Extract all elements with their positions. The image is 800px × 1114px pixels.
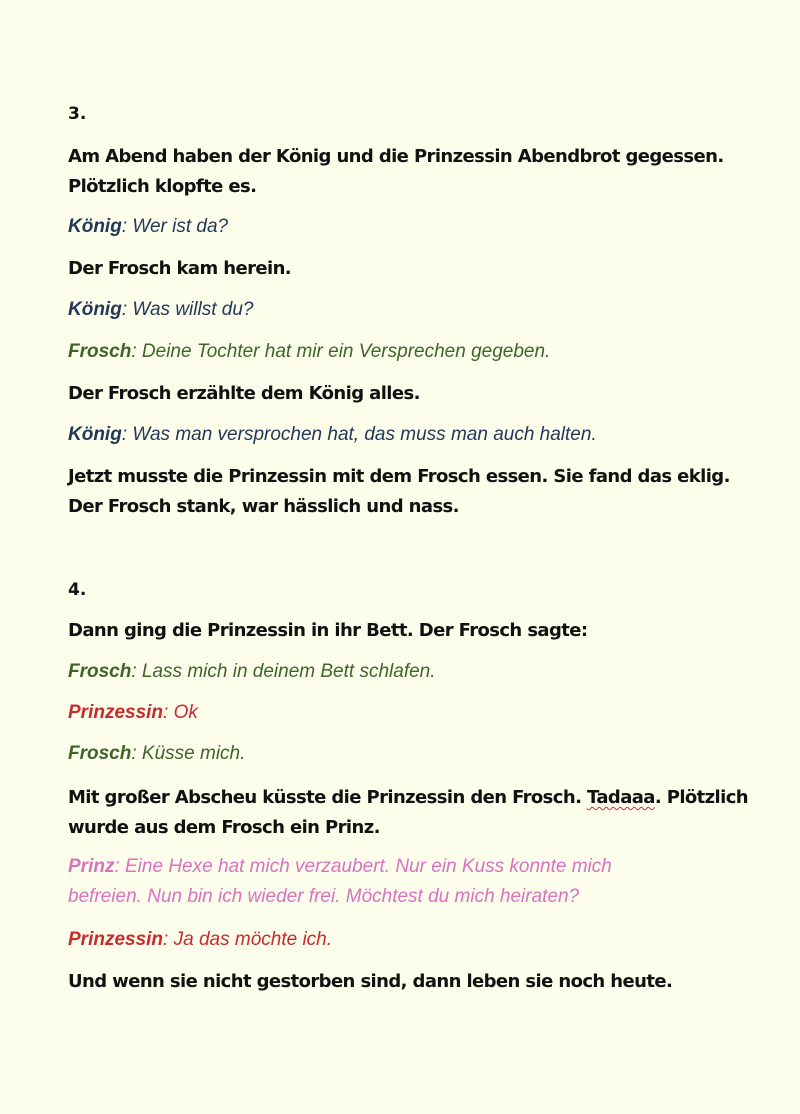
text-segment: . Plötzlich bbox=[654, 787, 748, 808]
text-line: wurde aus dem Frosch ein Prinz. bbox=[68, 817, 380, 838]
dialog-line-koenig bbox=[68, 212, 228, 242]
speaker-label: König bbox=[68, 424, 122, 445]
dialog-text: : Ja das möchte ich. bbox=[163, 929, 333, 950]
dialog-line-prinz bbox=[68, 852, 612, 912]
dialog-text: : Wer ist da? bbox=[121, 216, 229, 237]
dialog-text: : Ok bbox=[163, 702, 198, 723]
section-number-4: 4. bbox=[68, 580, 87, 600]
text-line: Jetzt musste die Prinzessin mit dem Frosch essen. Sie fand das eklig. bbox=[68, 466, 730, 487]
dialog-text: : Eine Hexe hat mich verzaubert. Nur ein Kuss konnte mich bbox=[114, 856, 612, 877]
speaker-label: Prinzessin bbox=[68, 702, 164, 723]
narration-line: Und wenn sie nicht gestorben sind, dann leben sie noch heute. bbox=[68, 971, 673, 992]
narration-paragraph bbox=[68, 142, 724, 202]
dialog-line-frosch bbox=[68, 337, 550, 367]
text-line: Der Frosch stank, war hässlich und nass. bbox=[68, 496, 459, 517]
section-number-3: 3. bbox=[68, 104, 87, 124]
speaker-label: Prinz bbox=[68, 856, 115, 877]
dialog-text: : Was willst du? bbox=[121, 299, 254, 320]
speaker-label: Frosch bbox=[68, 743, 132, 764]
narration-line: Dann ging die Prinzessin in ihr Bett. Der Frosch sagte: bbox=[68, 620, 588, 641]
speaker-label: König bbox=[68, 216, 122, 237]
text-segment: Mit großer Abscheu küsste die Prinzessin den Frosch. bbox=[68, 787, 587, 808]
narration-line: Der Frosch kam herein. bbox=[68, 258, 292, 279]
dialog-line-prinzessin bbox=[68, 925, 332, 955]
text-line bbox=[68, 783, 748, 813]
dialog-line-koenig bbox=[68, 420, 597, 450]
dialog-text: : Küsse mich. bbox=[131, 743, 246, 764]
text-line bbox=[68, 852, 612, 882]
spellcheck-flagged-word[interactable]: Tadaaa bbox=[587, 787, 655, 808]
text-line: Plötzlich klopfte es. bbox=[68, 176, 257, 197]
dialog-text: : Lass mich in deinem Bett schlafen. bbox=[131, 661, 436, 682]
narration-paragraph bbox=[68, 783, 748, 843]
text-line: Am Abend haben der König und die Prinzessin Abendbrot gegessen. bbox=[68, 146, 724, 167]
speaker-label: Frosch bbox=[68, 661, 132, 682]
dialog-line-frosch bbox=[68, 657, 436, 687]
dialog-line-frosch bbox=[68, 739, 245, 769]
speaker-label: König bbox=[68, 299, 122, 320]
dialog-line-koenig bbox=[68, 295, 253, 325]
narration-paragraph bbox=[68, 462, 730, 522]
speaker-label: Frosch bbox=[68, 341, 132, 362]
dialog-text: befreien. Nun bin ich wieder frei. Möchtest du mich heiraten? bbox=[68, 886, 580, 907]
narration-line: Der Frosch erzählte dem König alles. bbox=[68, 383, 420, 404]
dialog-line-prinzessin bbox=[68, 698, 198, 728]
speaker-label: Prinzessin bbox=[68, 929, 164, 950]
dialog-text: : Deine Tochter hat mir ein Versprechen gegeben. bbox=[131, 341, 551, 362]
dialog-text: : Was man versprochen hat, das muss man auch halten. bbox=[121, 424, 597, 445]
